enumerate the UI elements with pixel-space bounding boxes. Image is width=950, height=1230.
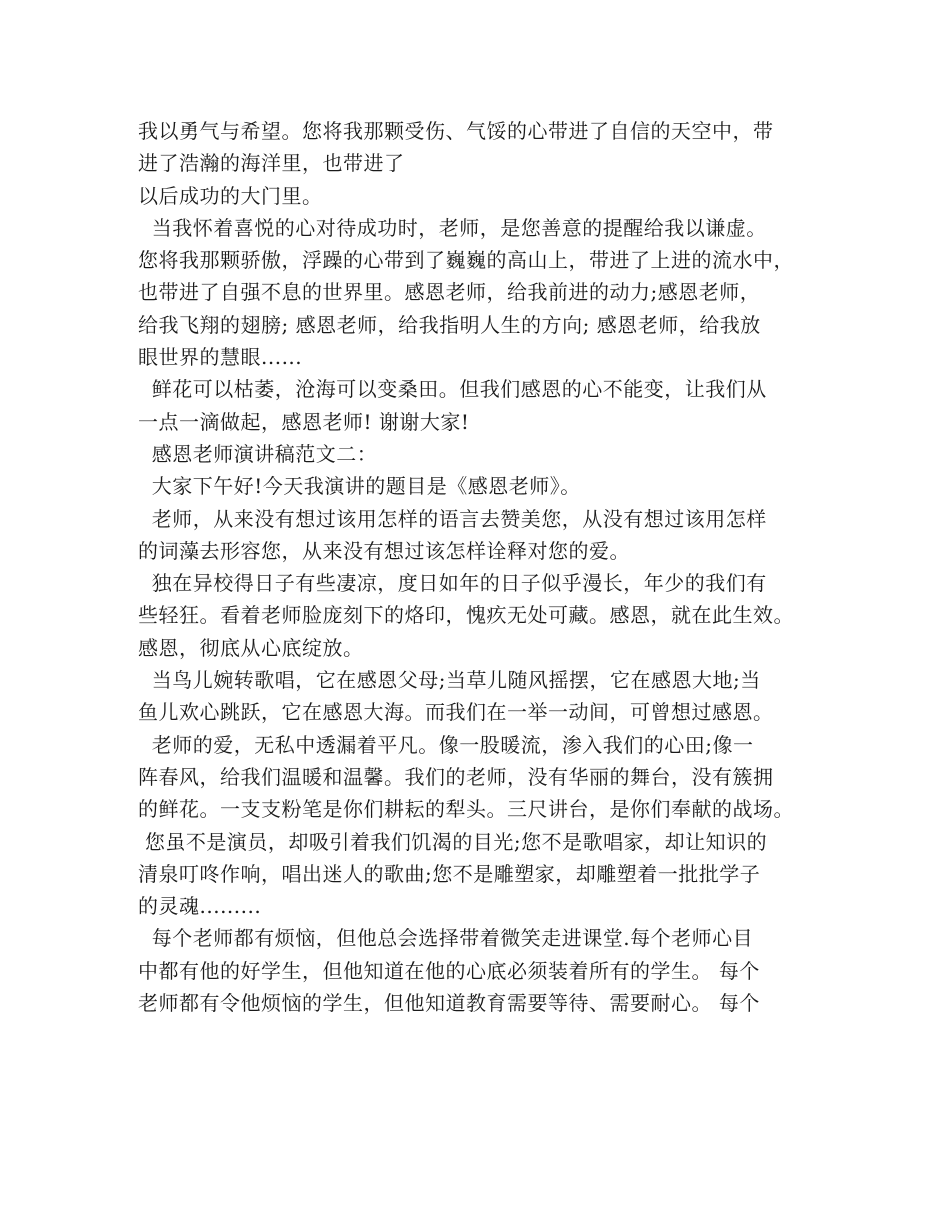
text-line: 阵春风，给我们温暖和温馨。我们的老师，没有华丽的舞台，没有簇拥 <box>138 764 774 789</box>
text-line: 当我怀着喜悦的心对待成功时，老师，是您善意的提醒给我以谦虚。 <box>138 215 767 240</box>
text-line: 老师的爱，无私中透漏着平凡。像一股暖流，渗入我们的心田;像一 <box>138 732 754 757</box>
text-line: 大家下午好!今天我演讲的题目是《感恩老师》。 <box>138 474 581 499</box>
text-line: 眼世界的慧眼...... <box>138 345 303 370</box>
text-line: 鱼儿欢心跳跃，它在感恩大海。而我们在一举一动间，可曾想过感恩。 <box>138 700 774 725</box>
text-line: 我以勇气与希望。您将我那颗受伤、气馁的心带进了自信的天空中，带 <box>138 119 774 143</box>
section-heading: 感恩老师演讲稿范文二： <box>138 441 378 466</box>
text-line: 中都有他的好学生，但他知道在他的心底必须装着所有的学生。 每个 <box>138 958 760 983</box>
text-line: 感恩，彻底从心底绽放。 <box>138 635 364 660</box>
text-line: 的鲜花。一支支粉笔是你们耕耘的犁头。三尺讲台，是你们奉献的战场。 <box>138 797 794 822</box>
text-line: 一点一滴做起，感恩老师! 谢谢大家! <box>138 409 470 434</box>
text-line: 当鸟儿婉转歌唱，它在感恩父母;当草儿随风摇摆，它在感恩大地;当 <box>138 668 761 693</box>
text-line: 鲜花可以枯萎，沧海可以变桑田。但我们感恩的心不能变，让我们从 <box>138 377 767 402</box>
text-line: 您将我那颗骄傲，浮躁的心带到了巍巍的高山上，带进了上进的流水中， <box>138 248 794 273</box>
text-line: 老师都有令他烦恼的学生，但他知道教育需要等待、需要耐心。 每个 <box>138 991 760 1016</box>
text-line: 的灵魂......... <box>138 894 262 919</box>
text-line: 的词藻去形容您，从来没有想过该怎样诠释对您的爱。 <box>138 538 630 563</box>
text-line: 些轻狂。看着老师脸庞刻下的烙印，愧疚无处可藏。感恩，就在此生效。 <box>138 603 794 628</box>
text-line: 进了浩瀚的海洋里，也带进了 <box>138 151 405 176</box>
text-line: 每个老师都有烦恼，但他总会选择带着微笑走进课堂.每个老师心目 <box>138 926 754 951</box>
text-line: 也带进了自强不息的世界里。感恩老师，给我前进的动力;感恩老师， <box>138 280 761 305</box>
text-line: 独在异校得日子有些凄凉，度日如年的日子似乎漫长，年少的我们有 <box>138 571 767 596</box>
text-line: 老师，从来没有想过该用怎样的语言去赞美您，从没有想过该用怎样 <box>138 506 767 531</box>
text-line: 清泉叮咚作响，唱出迷人的歌曲;您不是雕塑家，却雕塑着一批批学子 <box>138 861 761 886</box>
text-line: 给我飞翔的翅膀; 感恩老师，给我指明人生的方向; 感恩老师，给我放 <box>138 312 761 337</box>
text-line: 您虽不是演员，却吸引着我们饥渴的目光;您不是歌唱家，却让知识的 <box>138 829 768 854</box>
document-body <box>138 115 828 1019</box>
text-line: 以后成功的大门里。 <box>138 183 323 208</box>
